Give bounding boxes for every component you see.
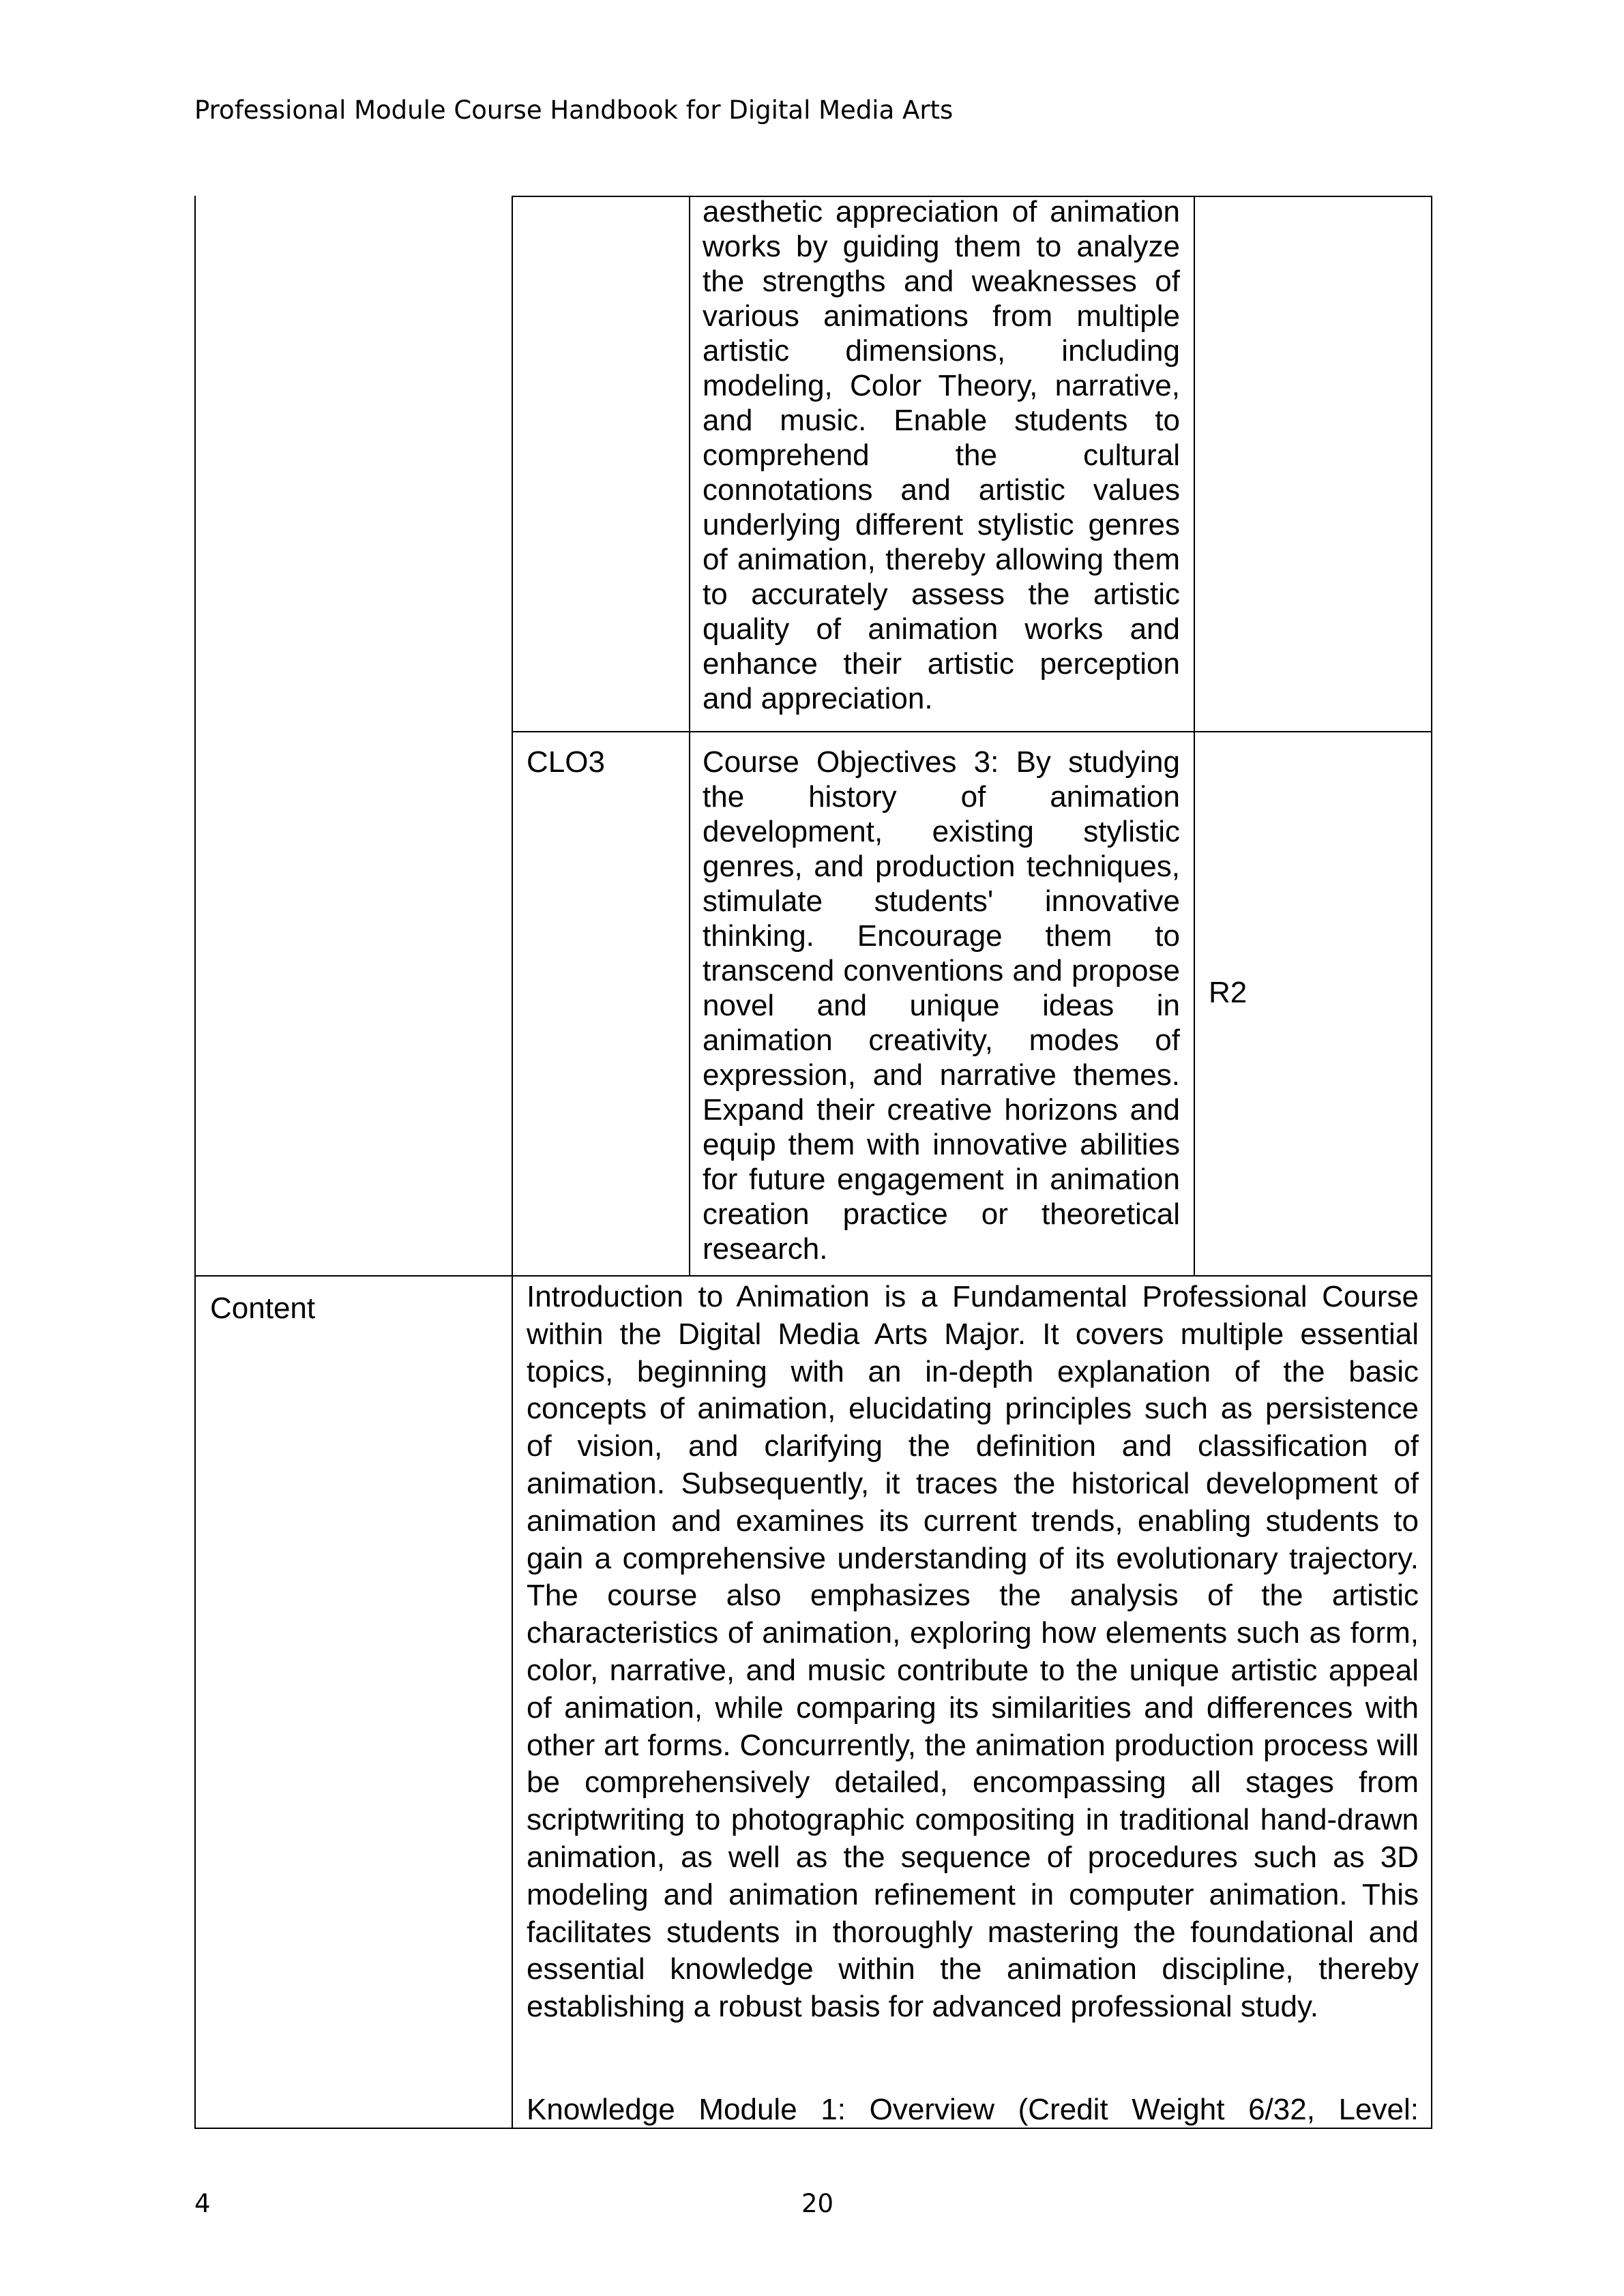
subtable-row-divider <box>512 731 1432 732</box>
document-header: Professional Module Course Handbook for Digital Media Arts <box>194 95 954 125</box>
content-label: Content <box>210 1292 316 1325</box>
content-row-top <box>194 1275 1432 1277</box>
knowledge-module-line: Knowledge Module 1: Overview (Credit Weight 6/32, Level: <box>527 2093 1419 2126</box>
clo3-objective-text: Course Objectives 3: By studying the history of animation development, existing stylistic genres, and production techniques, stimulate students' innovative thinking. Encourage them to transcend conventions and propose novel and unique ideas in animation creativity, modes of expression, and narrative themes. Expand their creative horizons and equip them with innovative abilities for future engagement in animation creation practice or theoretical research. <box>703 745 1180 1266</box>
subtable-divider-2 <box>1194 196 1195 1277</box>
table-border-bottom <box>194 2128 1432 2129</box>
table-border-right <box>1431 196 1432 2129</box>
clo3-code: CLO3 <box>527 745 605 779</box>
table-divider-label <box>512 196 513 2129</box>
objective-continuation-text: aesthetic appreciation of animation works by guiding them to analyze the strengths and weaknesses of various animations from multiple artistic dimensions, including modeling, Color Theory, narrative, and music. Enable students to comprehend the cultural connotations and artistic values underlying different stylistic genres of animation, thereby allowing them to accurately assess the artistic quality of animation works and enhance their artistic perception and appreciation. <box>703 195 1180 715</box>
table-border-left <box>194 196 196 2129</box>
subtable-divider-1 <box>689 196 690 1277</box>
footer-left-number: 4 <box>194 2189 211 2218</box>
clo3-result: R2 <box>1209 976 1247 1009</box>
page-number: 20 <box>801 2189 834 2218</box>
content-paragraph: Introduction to Animation is a Fundamental Professional Course within the Digital Media Arts Major. It covers multiple essential topics, beginning with an in-depth explanation of the basic concepts of animation, elucidating principles such as persistence of vision, and clarifying the definition and classification of animation. Subsequently, it traces the historical development of animation and examines its current trends, enabling students to gain a comprehensive understanding of its evolutionary trajectory. The course also emphasizes the analysis of the artistic characteristics of animation, exploring how elements such as form, color, narrative, and music contribute to the unique artistic appeal of animation, while comparing its similarities and differences with other art forms. Concurrently, the animation production process will be comprehensively detailed, encompassing all stages from scriptwriting to photographic compositing in traditional hand-drawn animation, as well as the sequence of procedures such as 3D modeling and animation refinement in computer animation. This facilitates students in thoroughly mastering the foundational and essential knowledge within the animation discipline, thereby establishing a robust basis for advanced professional study. <box>527 1280 1419 2024</box>
